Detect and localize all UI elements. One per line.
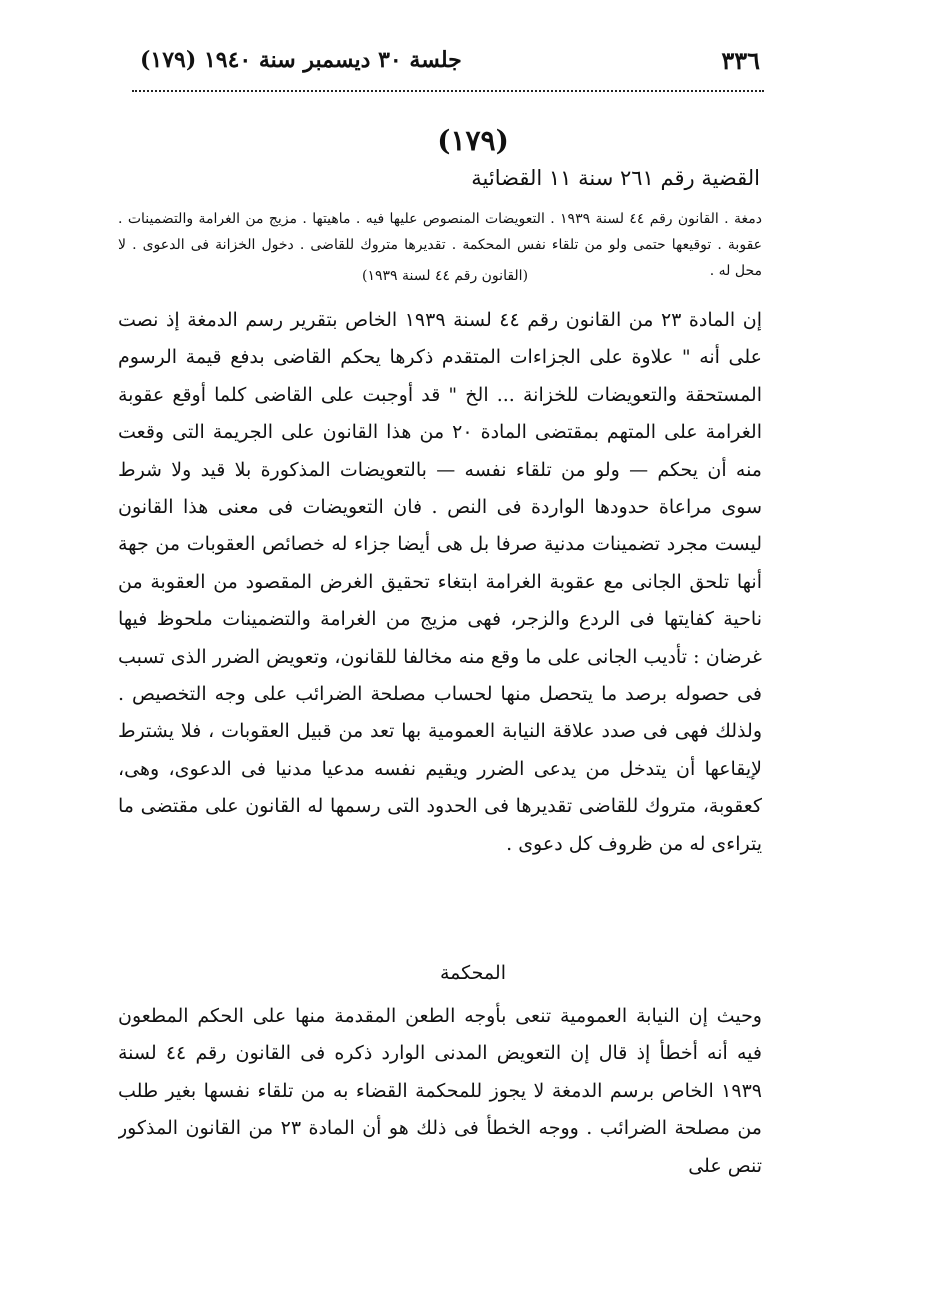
page-number: ٣٣٦: [721, 45, 760, 75]
ruling-paragraph: إن المادة ٢٣ من القانون رقم ٤٤ لسنة ١٩٣٩ الخاص بتقرير رسم الدمغة إذ نصت على أنه " علاوة على الجزاءات المتقدم ذكرها يحكم القاضى بدفع قيمة الرسوم المستحقة والتعويضات للخزانة ... الخ " قد أوجبت على القاضى كلما أوقع عقوبة الغرامة على المتهم بمقتضى المادة ٢٠ من هذا القانون على الجريمة التى وقعت منه أن يحكم — ولو من تلقاء نفسه — بالتعويضات المذكورة بلا قيد ولا شرط سوى مراعاة حدودها الواردة فى النص . فان التعويضات فى معنى هذا القانون ليست مجرد تضمينات مدنية صرفا بل هى أيضا جزاء له خصائص العقوبات من جهة أنها تلحق الجانى مع عقوبة الغرامة ابتغاء تحقيق الغرض المقصود من العقوبة من ناحية كفايتها فى الردع والزجر، فهى مزيج من الغرامة والتضمينات ملحوظ فيها غرضان : تأديب الجانى على ما وقع منه مخالفا للقانون، وتعويض الضرر الذى تسبب فى حصوله برصد ما يتحصل منها لحساب مصلحة الضرائب على وجه التخصيص . ولذلك فهى فى صدد علاقة النيابة العمومية بها تعد من قبيل العقوبات ، فلا يشترط لإيقاعها أن يتدخل من يدعى الضرر ويقيم نفسه مدعيا مدنيا فى الدعوى، وهى، كعقوبة، متروك للقاضى تقديرها فى الحدود التى رسمها له القانون على مقتضى ما يتراءى له من ظروف كل دعوى .: [118, 309, 762, 855]
case-number: (١٧٩): [437, 124, 509, 157]
header-divider: [132, 90, 764, 92]
running-title: جلسة ٣٠ ديسمبر سنة ١٩٤٠ (١٧٩): [140, 47, 462, 73]
page-header: [140, 40, 760, 80]
headnote: دمغة . القانون رقم ٤٤ لسنة ١٩٣٩ . التعويضات المنصوص عليها فيه . ماهيتها . مزيج من الغرامة والتضمينات . عقوبة . توقيعها حتمى ولو من تلقاء نفس المحكمة . تقديرها متروك للقاضى . دخول الخزانة فى الدعوى . لا محل له .: [118, 211, 762, 279]
headnote-reference: (القانون رقم ٤٤ لسنة ١٩٣٩): [362, 268, 529, 284]
court-paragraph: وحيث إن النيابة العمومية تنعى بأوجه الطعن المقدمة منها على الحكم المطعون فيه أنه أخطأ إذ قال إن التعويض المدنى الوارد ذكره فى القانون رقم ٤٤ لسنة ١٩٣٩ الخاص برسم الدمغة لا يجوز للمحكمة القضاء به من تلقاء نفسها بغير طلب من مصلحة الضرائب . ووجه الخطأ فى ذلك هو أن المادة ٢٣ من القانون المذكور تنص على: [118, 1005, 762, 1177]
case-title: القضية رقم ٢٦١ سنة ١١ القضائية: [471, 166, 760, 190]
court-heading: المحكمة: [440, 962, 506, 984]
